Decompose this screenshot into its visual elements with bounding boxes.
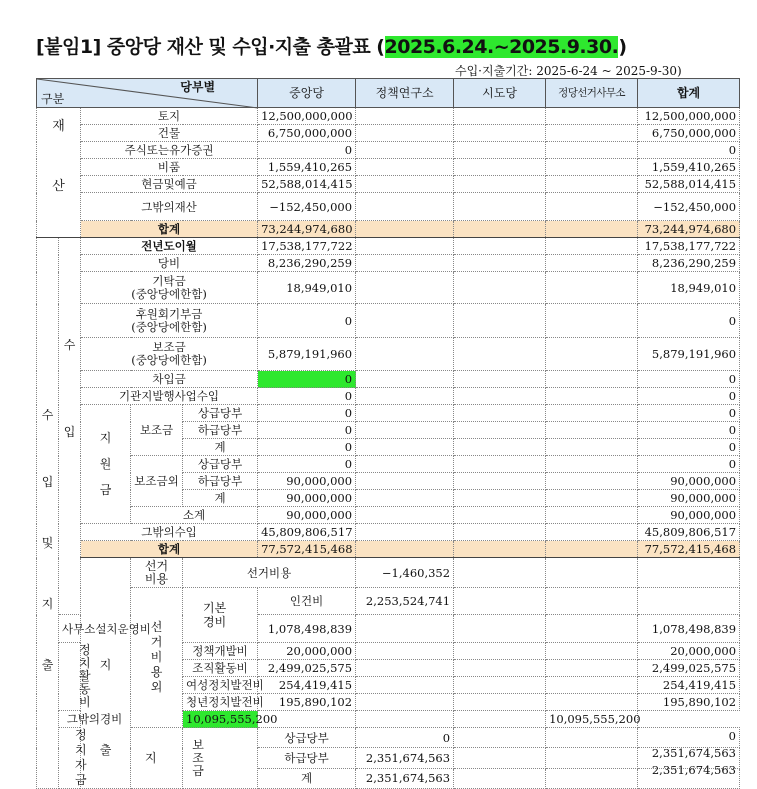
aid-upper-label: 상급당부	[183, 405, 258, 422]
income-mid-label	[59, 238, 81, 615]
aid-total: 90,000,000	[638, 490, 740, 507]
expense-central: 2,253,524,741	[356, 588, 454, 615]
aid-total: 0	[638, 405, 740, 422]
support-label	[81, 304, 258, 338]
col-header-central: 중앙당	[258, 79, 356, 108]
loan-total: 0	[638, 371, 740, 388]
expense-central: 254,419,415	[258, 677, 356, 694]
expense-mid-top: 지	[99, 658, 112, 672]
dues-central: 8,236,290,259	[258, 255, 356, 272]
funds-upper-label: 상급당부	[258, 728, 356, 748]
aid-total: 0	[638, 439, 740, 456]
carryover-total: 17,538,177,722	[638, 238, 740, 255]
table-row	[37, 238, 740, 255]
table-row	[37, 272, 740, 304]
funds-mid-label	[131, 728, 183, 789]
funds-total-column	[637, 728, 739, 779]
deposit-label-line1: 기탁금	[152, 273, 186, 288]
agency-label: 기관지발행사업수입	[81, 388, 258, 405]
aid-central: 0	[258, 405, 356, 422]
aid-subtotal-label: 소계	[131, 507, 258, 524]
table-row	[37, 507, 740, 524]
aid-central: 90,000,000	[258, 490, 356, 507]
subsidy-central: 5,879,191,960	[258, 338, 356, 371]
row-label: 토지	[81, 108, 258, 125]
expense-central: 1,078,498,839	[258, 615, 356, 643]
expense-item-label: 사무소설치운영비	[59, 615, 81, 643]
cell-total: 1,559,410,265	[638, 159, 740, 176]
col-header-total: 합계	[638, 79, 740, 108]
expense-mid-bottom: 출	[99, 743, 112, 757]
aid-central: 90,000,000	[258, 473, 356, 490]
expense-total: 195,890,102	[638, 694, 740, 711]
election-central: −1,460,352	[356, 558, 454, 588]
table-row	[37, 338, 740, 371]
funds-lower-label: 하급당부	[258, 748, 356, 768]
assets-label-top: 재	[52, 119, 65, 134]
carryover-central: 17,538,177,722	[258, 238, 356, 255]
political-funds-label: 정치자금	[59, 728, 81, 789]
expense-item-label: 인건비	[258, 588, 356, 615]
other-income-label: 그밖의수입	[81, 524, 258, 541]
table-row	[37, 159, 740, 176]
assets-sum-row	[37, 221, 740, 238]
political-activity-label: 정치활동비	[59, 643, 81, 711]
summary-table	[36, 78, 739, 788]
aid-central: 0	[258, 422, 356, 439]
funds-total: 2,351,674,563	[651, 763, 736, 777]
table-row	[37, 304, 740, 338]
expense-central: 2,499,025,575	[258, 660, 356, 677]
col-header-institute: 정책연구소	[356, 79, 454, 108]
aid-total: 0	[638, 456, 740, 473]
outer-char-5: 출	[41, 658, 54, 672]
outer-char-3: 및	[41, 536, 54, 550]
election-label: 선거비용	[131, 558, 183, 588]
funds-central: 0	[356, 728, 454, 748]
income-sum-total: 77,572,415,468	[638, 541, 740, 558]
expense-central: 195,890,102	[258, 694, 356, 711]
table-row	[37, 728, 740, 748]
subsidy-label-line2: (중앙당에한함)	[131, 353, 207, 367]
table-row	[37, 405, 740, 422]
deposit-total: 18,949,010	[638, 272, 740, 304]
cell-central: 12,500,000,000	[258, 108, 356, 125]
table-row	[37, 108, 740, 125]
header-corner	[37, 79, 258, 108]
aid-lower-label: 하급당부	[183, 473, 258, 490]
table-row	[37, 125, 740, 142]
aid-subtotal-total: 90,000,000	[638, 507, 740, 524]
funds-total: 0	[728, 729, 736, 743]
income-sum-label: 합계	[81, 541, 258, 558]
carryover-label: 전년도이월	[81, 238, 258, 255]
aid-central: 0	[258, 456, 356, 473]
expense-item-label: 청년정치발전비	[183, 694, 258, 711]
header-corner-bottom: 구분	[41, 92, 65, 106]
funds-subsidy-text: 보조금	[192, 737, 204, 778]
aid-upper-label: 상급당부	[183, 456, 258, 473]
outer-char-2: 입	[41, 475, 54, 489]
table-row	[37, 524, 740, 541]
table-row	[37, 176, 740, 193]
row-label: 그밖의재산	[81, 193, 258, 221]
table-row	[37, 456, 740, 473]
non-election-label: 선거비용외	[131, 588, 183, 728]
funds-subsidy-label	[183, 728, 258, 789]
title-period-highlight: 2025.6.24.~2025.9.30.	[384, 36, 619, 58]
income-mid-bottom: 입	[63, 425, 76, 439]
income-sum-row	[37, 541, 740, 558]
assets-section-label	[37, 108, 81, 238]
income-sum-central: 77,572,415,468	[258, 541, 356, 558]
aid-sum-label: 계	[183, 439, 258, 456]
cell-total: 6,750,000,000	[638, 125, 740, 142]
support-central: 0	[258, 304, 356, 338]
outer-char-4: 지	[41, 597, 54, 611]
cell-total: 52,588,014,415	[638, 176, 740, 193]
cell-central: 6,750,000,000	[258, 125, 356, 142]
assets-sum-total: 73,244,974,680	[638, 221, 740, 238]
aid-central: 0	[258, 439, 356, 456]
header-diagonal-line	[37, 79, 258, 108]
agency-total: 0	[638, 388, 740, 405]
aid-subsidy-label: 보조금	[131, 405, 183, 456]
aid-total: 90,000,000	[638, 473, 740, 490]
deposit-label-line2: (중앙당에한함)	[131, 286, 207, 301]
table-row	[37, 371, 740, 388]
table-row	[37, 193, 740, 221]
loan-central: 0	[258, 371, 356, 388]
subsidy-total: 5,879,191,960	[638, 338, 740, 371]
dues-label: 당비	[81, 255, 258, 272]
aid-label: 지원금	[81, 405, 131, 524]
row-label: 비품	[81, 159, 258, 176]
cell-central: −152,450,000	[258, 193, 356, 221]
funds-sum-label: 계	[258, 768, 356, 788]
aid-subtotal-central: 90,000,000	[258, 507, 356, 524]
subsidy-label	[81, 338, 258, 371]
dues-total: 8,236,290,259	[638, 255, 740, 272]
funds-mid-char: 지	[145, 750, 157, 765]
support-label-line1: 후원회기부금	[135, 306, 203, 321]
table-row	[37, 388, 740, 405]
support-label-line2: (중앙당에한함)	[131, 319, 207, 334]
loan-label: 차입금	[81, 371, 258, 388]
basic-expense-label: 기본경비	[183, 588, 258, 643]
table-row	[37, 255, 740, 272]
cell-central: 0	[258, 142, 356, 159]
deposit-label	[81, 272, 258, 304]
expense-total: 254,419,415	[638, 677, 740, 694]
other-income-central: 45,809,806,517	[258, 524, 356, 541]
expense-item-label: 정책개발비	[183, 643, 258, 660]
other-income-total: 45,809,806,517	[638, 524, 740, 541]
expense-total: 20,000,000	[638, 643, 740, 660]
cell-total: −152,450,000	[638, 193, 740, 221]
expense-central: 20,000,000	[258, 643, 356, 660]
table-row	[37, 142, 740, 159]
title-prefix: [붙임1] 중앙당 재산 및 수입·지출 총괄표 (	[36, 36, 385, 58]
aid-sum-label: 계	[183, 490, 258, 507]
cell-central: 1,559,410,265	[258, 159, 356, 176]
funds-total: 2,351,674,563	[651, 746, 736, 760]
col-header-election-office: 정당선거사무소	[546, 79, 638, 108]
cell-total: 12,500,000,000	[638, 108, 740, 125]
expense-total: 1,078,498,839	[638, 615, 740, 643]
aid-nonsubsidy-label: 보조금외	[131, 456, 183, 507]
assets-sum-label: 합계	[81, 221, 258, 238]
assets-sum-central: 73,244,974,680	[258, 221, 356, 238]
cell-total: 0	[638, 142, 740, 159]
row-label: 건물	[81, 125, 258, 142]
agency-central: 0	[258, 388, 356, 405]
outer-char-1: 수	[41, 408, 54, 422]
subsidy-label-line1: 보조금	[152, 340, 186, 354]
cell-central: 52,588,014,415	[258, 176, 356, 193]
aid-lower-label: 하급당부	[183, 422, 258, 439]
deposit-central: 18,949,010	[258, 272, 356, 304]
row-label: 주식또는유가증권	[81, 142, 258, 159]
expense-total: 2,499,025,575	[638, 660, 740, 677]
income-mid-top: 수	[63, 338, 76, 352]
funds-central: 2,351,674,563	[356, 768, 454, 788]
aid-total: 0	[638, 422, 740, 439]
election-item-label: 선거비용	[183, 558, 356, 588]
page-title	[36, 32, 627, 59]
other-expense-total: 10,095,555,200	[546, 711, 638, 728]
support-total: 0	[638, 304, 740, 338]
col-header-province: 시도당	[454, 79, 546, 108]
assets-label-bottom: 산	[52, 179, 65, 194]
other-expense-label: 그밖의경비	[59, 711, 131, 728]
period-note: 수입·지출기간: 2025-6-24 ~ 2025-9-30)	[455, 64, 682, 78]
expense-item-label: 여성정치발전비	[183, 677, 258, 694]
income-expense-outer-label	[37, 238, 59, 789]
row-label: 현금및예금	[81, 176, 258, 193]
expense-item-label: 조직활동비	[183, 660, 258, 677]
table-row	[37, 588, 740, 615]
title-suffix: )	[618, 36, 627, 58]
header-corner-top: 당부별	[180, 80, 216, 94]
table-row	[37, 558, 740, 588]
other-expense-central: 10,095,555,200	[183, 711, 258, 728]
funds-central: 2,351,674,563	[356, 748, 454, 768]
